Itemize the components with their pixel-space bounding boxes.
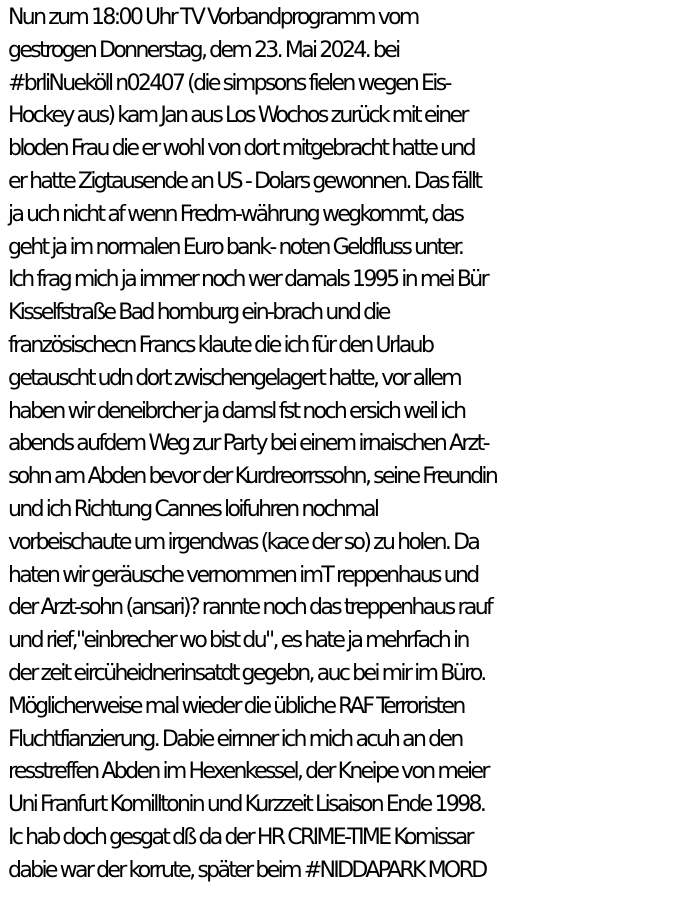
text-line: haben wir deneibrcher ja damsl fst noch ersich weil ich (8, 398, 465, 424)
text-line: Fluchtfianzierung. Dabie eirnner ich mich acuh an den (8, 726, 462, 752)
text-line: Nun zum 18:00 Uhr TV Vorbandprogramm vom (8, 5, 418, 30)
text-line: Möglicherweise mal wieder die übliche RAF Terroristen (8, 693, 464, 719)
text-line: Ic hab doch gesgat dß da der HR CRIME-TIME Komissar (8, 824, 472, 850)
text-line: ja uch nicht af wenn Fredm-währung wegkommt, das (8, 201, 463, 227)
text-line: resstreffen Abden im Hexenkessel, der Kneipe von meier (8, 759, 488, 785)
text-line: gestrogen Donnerstag, dem 23. Mai 2024. bei (8, 37, 399, 63)
text-line: Kisselfstraße Bad homburg ein-brach und die (8, 300, 389, 326)
text-line: bloden Frau die er wohl von dort mitgebracht hatte und (8, 136, 474, 162)
text-line: Uni Franfurt Komilltonin und Kurzzeit Lisaison Ende 1998. (8, 792, 485, 818)
text-line: französischecn Francs klaute die ich für den Urlaub (8, 332, 433, 358)
text-line: er hatte Zigtausende an US - Dolars gewonnen. Das fällt (8, 168, 481, 194)
text-line: der Arzt-sohn (ansari)? rannte noch das treppenhaus rauf (8, 595, 492, 621)
text-line: haten wir geräusche vernommen imT reppenhaus und (8, 562, 478, 588)
text-line: Ich frag mich ja immer noch wer damals 1995 in mei Bür (8, 267, 487, 293)
document-text (8, 2, 684, 888)
text-line: und rief,"einbrecher wo bist du", es hate ja mehrfach in (8, 628, 468, 654)
text-line: getauscht udn dort zwischengelagert hatte, vor allem (8, 365, 461, 391)
text-line: geht ja im normalen Euro bank- noten Geldfluss unter. (8, 234, 463, 260)
text-line: Hockey aus) kam Jan aus Los Wochos zurück mit einer (8, 103, 467, 129)
text-line: der zeit eircüheidnerinsatdt gegebn, auc bei mir im Büro. (8, 660, 485, 686)
text-line: sohn am Abden bevor der Kurdreorrssohn, seine Freundin (8, 464, 497, 490)
text-line: #brliNueköll n02407 (die simpsons fielen wegen Eis- (8, 70, 450, 96)
text-line: abends aufdem Weg zur Party bei einem irnaischen Arzt- (8, 431, 488, 457)
text-line: vorbeischaute um irgendwas (kace der so) zu holen. Da (8, 529, 479, 555)
text-line: dabie war der korrute, später beim #NIDDAPARK MORD (8, 857, 486, 883)
text-line: und ich Richtung Cannes loifuhren nochmal (8, 496, 378, 522)
